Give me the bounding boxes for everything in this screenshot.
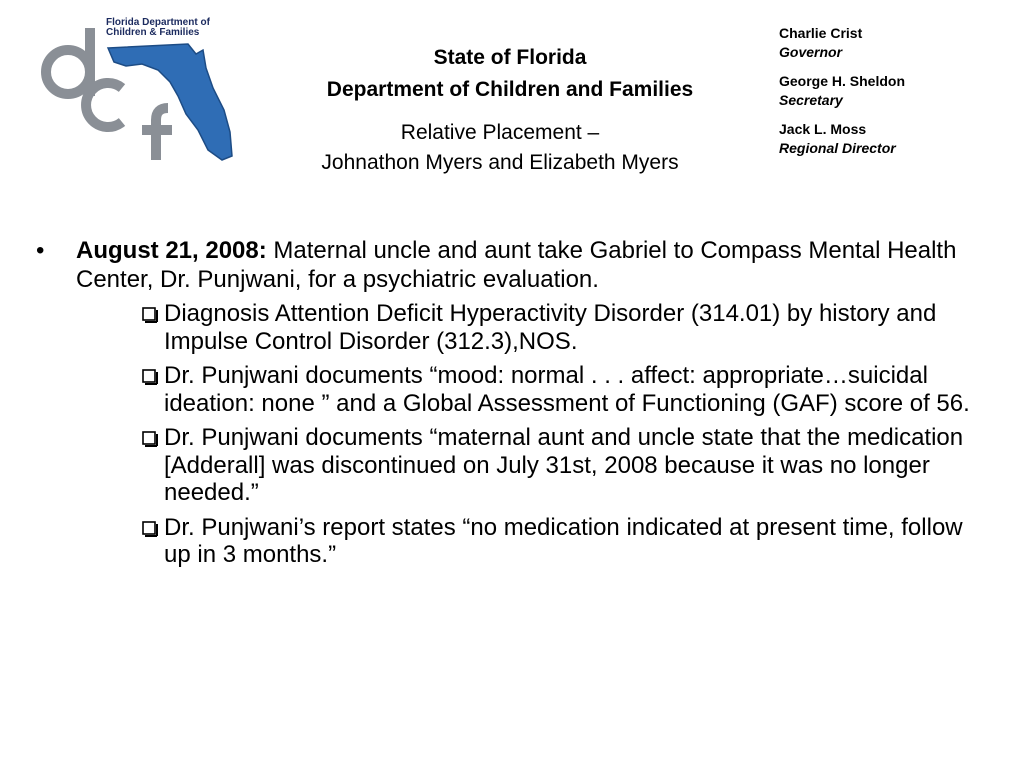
official-title: Governor — [779, 44, 843, 60]
official-secretary — [779, 72, 1019, 110]
sub-bullet-list — [30, 300, 990, 569]
list-item — [140, 362, 990, 417]
title-line-2: Department of Children and Families — [326, 78, 694, 101]
main-bullet — [30, 236, 990, 294]
list-item — [140, 424, 990, 507]
logo-org-line-2: Children & Families — [106, 27, 200, 38]
page-subtitle — [250, 118, 750, 178]
bullet-text: Maternal uncle and aunt take Gabriel to Compass Mental Health Center, Dr. Punjwani, for a psychiatric evaluation. — [76, 237, 957, 293]
bullet-icon: • — [36, 237, 45, 264]
official-name: Charlie Crist — [779, 25, 863, 41]
list-item-text: Diagnosis Attention Deficit Hyperactivity Disorder (314.01) by history and Impulse Control Disorder (312.3),NOS. — [164, 300, 937, 355]
list-item — [140, 514, 990, 569]
checkbox-bullet-icon — [142, 307, 158, 323]
checkbox-bullet-icon — [142, 369, 158, 385]
page-title — [250, 42, 770, 106]
official-name: Jack L. Moss — [779, 121, 867, 137]
logo-org-line-1: Florida Department of — [106, 17, 210, 28]
checkbox-bullet-icon — [142, 431, 158, 447]
official-name: George H. Sheldon — [779, 73, 906, 89]
subtitle-line-2: Johnathon Myers and Elizabeth Myers — [321, 151, 679, 174]
official-title: Secretary — [779, 92, 843, 108]
officials-list — [779, 24, 1019, 168]
list-item — [140, 300, 990, 355]
official-title: Regional Director — [779, 140, 896, 156]
checkbox-bullet-icon — [142, 521, 158, 537]
logo-org-name — [106, 18, 210, 38]
dcf-logo — [38, 10, 238, 170]
bullet-date: August 21, 2008: — [76, 237, 267, 264]
title-line-1: State of Florida — [433, 46, 587, 69]
slide-body — [30, 236, 990, 576]
list-item-text: Dr. Punjwani’s report states “no medication indicated at present time, follow up in 3 months.” — [164, 513, 963, 568]
list-item-text: Dr. Punjwani documents “mood: normal . . . affect: appropriate…suicidal ideation: none ” and a Global Assessment of Functioning (GAF) score of 56. — [164, 362, 970, 417]
official-governor — [779, 24, 1019, 62]
subtitle-line-1: Relative Placement – — [400, 121, 600, 144]
list-item-text: Dr. Punjwani documents “maternal aunt and uncle state that the medication [Adderall] was discontinued on July 31st, 2008 because it was no longer needed.” — [164, 424, 964, 506]
official-regional-director — [779, 120, 1019, 158]
